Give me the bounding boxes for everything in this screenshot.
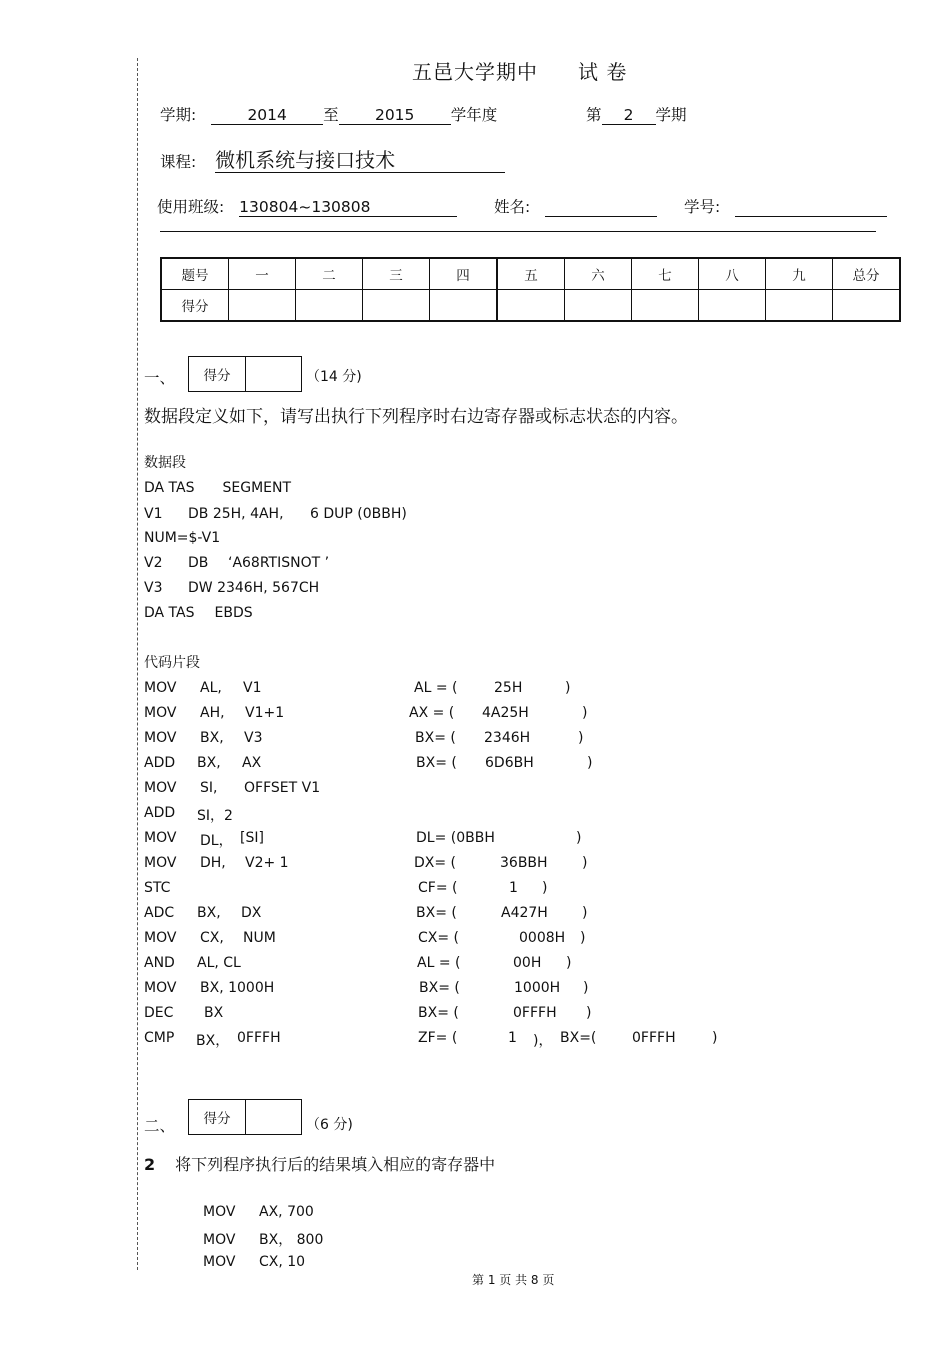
register-label: BX= (	[419, 980, 460, 996]
register-value: 0FFFH	[513, 1005, 557, 1021]
register-close: )	[576, 830, 582, 846]
register-value: 6D6BH	[485, 755, 534, 771]
semester-line	[586, 103, 687, 125]
code-op: MOV	[203, 1254, 236, 1270]
name-field[interactable]	[545, 198, 657, 217]
class-label: 使用班级:	[157, 198, 225, 216]
data-line	[144, 580, 319, 596]
register-label: BX= (	[415, 730, 456, 746]
score-table-header-row	[161, 258, 900, 290]
register-close: )	[712, 1030, 718, 1046]
register-close: )	[587, 755, 593, 771]
section2-number: 二、	[144, 1117, 176, 1135]
year-start-field: 2014	[211, 106, 323, 125]
class-field: 130804~130808	[239, 198, 457, 217]
code-op: AND	[144, 955, 175, 971]
register-close: )	[578, 730, 584, 746]
code-op: MOV	[144, 830, 177, 846]
student-id-field[interactable]	[735, 198, 887, 217]
semester-number-field: 2	[602, 106, 656, 125]
section1-score-box	[188, 356, 302, 392]
code-operand: CX, 10	[259, 1254, 306, 1270]
data-token: DB	[188, 555, 209, 571]
table-cell: 三	[363, 258, 430, 290]
student-id-line	[684, 195, 887, 217]
register-value: 2346H	[484, 730, 531, 746]
register-label: BX=(	[560, 1030, 597, 1046]
register-value: 1	[508, 1030, 517, 1046]
register-label: DX= (	[414, 855, 457, 871]
register-value: 00H	[513, 955, 542, 971]
code-heading: 代码片段	[144, 655, 200, 671]
semester-suffix: 学期	[655, 106, 687, 124]
register-label: AL = (	[417, 955, 461, 971]
section2-score-input[interactable]	[246, 1100, 301, 1134]
class-line	[157, 195, 457, 217]
code-op: CMP	[144, 1030, 175, 1046]
table-cell: 六	[565, 258, 632, 290]
code-operand-1: BX	[204, 1005, 224, 1021]
register-label: AL = (	[414, 680, 458, 696]
header-rule	[160, 231, 876, 232]
score-table	[160, 257, 901, 322]
code-operand-2: V1	[243, 680, 262, 696]
code-operand-2: V2+ 1	[245, 855, 289, 871]
data-token: NUM=$-V1	[144, 530, 221, 546]
score-cell[interactable]	[363, 290, 430, 322]
code-operand-1: AL, CL	[197, 955, 241, 971]
data-token: DA TAS	[144, 480, 195, 496]
table-cell: 五	[497, 258, 565, 290]
data-token: SEGMENT	[222, 480, 292, 496]
register-label: BX= (	[418, 1005, 459, 1021]
code-operand-2: 0FFFH	[237, 1030, 281, 1046]
register-value: 1	[509, 880, 518, 896]
section2-score-box	[188, 1099, 302, 1135]
table-cell: 题号	[161, 258, 229, 290]
data-line	[144, 506, 407, 522]
title-school: 五邑大学期中	[412, 60, 538, 84]
code-operand-1: SI,	[200, 780, 218, 796]
register-close: )	[566, 955, 572, 971]
code-line	[203, 1204, 314, 1220]
register-close: )	[582, 855, 588, 871]
score-cell[interactable]	[296, 290, 363, 322]
code-operand-1: BX,	[197, 755, 221, 771]
code-op: MOV	[144, 705, 177, 721]
section2-question	[144, 1152, 495, 1175]
data-line	[144, 605, 253, 621]
section1-score-input[interactable]	[246, 357, 301, 391]
code-operand-1: AH,	[200, 705, 225, 721]
code-operand-2: AX	[242, 755, 262, 771]
section1-number: 一、	[144, 369, 176, 387]
code-op: ADC	[144, 905, 175, 921]
data-token: ‘A68RTISNOT ’	[228, 555, 330, 571]
register-label: DL= (0BBH	[416, 830, 495, 846]
code-op: MOV	[203, 1204, 236, 1220]
to-label: 至	[323, 106, 339, 124]
register-value: A427H	[501, 905, 548, 921]
register-close: )	[583, 980, 589, 996]
register-label: AX = (	[409, 705, 455, 721]
register-close: )	[582, 905, 588, 921]
question-text: 将下列程序执行后的结果填入相应的寄存器中	[175, 1155, 496, 1174]
table-cell: 一	[229, 258, 296, 290]
data-token: 6 DUP (0BBH)	[310, 506, 407, 522]
data-token: EBDS	[214, 605, 253, 621]
register-close: )	[586, 1005, 592, 1021]
code-operand-1: SI，2	[197, 808, 233, 824]
data-token: DA TAS	[144, 605, 195, 621]
code-operand-2: V3	[244, 730, 263, 746]
table-cell: 总分	[833, 258, 901, 290]
register-value: 1000H	[514, 980, 561, 996]
code-op: MOV	[144, 980, 177, 996]
data-line	[144, 480, 291, 496]
semester-prefix: 第	[586, 106, 602, 124]
code-op: ADD	[144, 755, 176, 771]
code-operand-1: DH,	[200, 855, 226, 871]
register-label: BX= (	[416, 905, 457, 921]
code-operand-2: [SI]	[240, 830, 264, 846]
section2-score-label: 得分	[189, 1100, 246, 1134]
score-cell[interactable]	[497, 290, 565, 322]
register-close: )	[580, 930, 586, 946]
score-cell[interactable]	[833, 290, 901, 322]
data-token: V2	[144, 555, 163, 571]
score-cell[interactable]	[430, 290, 498, 322]
register-close: )	[565, 680, 571, 696]
page-footer: 第 1 页 共 8 页	[472, 1273, 555, 1287]
register-value: 36BBH	[500, 855, 548, 871]
register-value: 0008H	[519, 930, 566, 946]
score-cell[interactable]	[565, 290, 632, 322]
section2-points: （6 分)	[306, 1117, 353, 1133]
code-operand-2: DX	[241, 905, 262, 921]
course-label: 课程:	[160, 153, 197, 171]
data-segment-heading: 数据段	[144, 455, 186, 471]
binding-margin-line	[137, 58, 138, 1270]
code-operand: BX， 800	[259, 1232, 324, 1248]
code-operand: AX, 700	[259, 1204, 314, 1220]
course-line	[160, 148, 505, 173]
section1-instruction: 数据段定义如下，请写出执行下列程序时右边寄存器或标志状态的内容。	[144, 407, 688, 427]
code-operand-1: AL,	[200, 680, 222, 696]
title-paper: 试 卷	[578, 60, 628, 84]
register-label: BX= (	[416, 755, 457, 771]
score-cell[interactable]	[766, 290, 833, 322]
register-label: ZF= (	[418, 1030, 458, 1046]
register-close: )	[582, 705, 588, 721]
code-line	[203, 1254, 305, 1270]
code-operand-2: NUM	[243, 930, 276, 946]
year-end-field: 2015	[339, 106, 451, 125]
code-op: DEC	[144, 1005, 174, 1021]
name-label: 姓名:	[494, 198, 531, 216]
table-cell: 七	[632, 258, 699, 290]
code-op: MOV	[144, 780, 177, 796]
code-op: MOV	[144, 930, 177, 946]
score-cell[interactable]	[229, 290, 296, 322]
code-op: ADD	[144, 805, 176, 821]
code-operand-1: DL，	[200, 833, 233, 849]
code-op: MOV	[144, 730, 177, 746]
code-line	[203, 1229, 323, 1249]
register-value: 25H	[494, 680, 523, 696]
term-label: 学期:	[160, 106, 197, 124]
section1-score-label: 得分	[189, 357, 246, 391]
register-close: )，	[533, 1033, 553, 1049]
code-op: MOV	[203, 1232, 236, 1248]
code-operand-2: OFFSET V1	[244, 780, 321, 796]
code-operand-1: BX, 1000H	[200, 980, 275, 996]
data-token: V1	[144, 506, 163, 522]
data-token: DB 25H, 4AH,	[188, 506, 284, 522]
table-cell: 八	[699, 258, 766, 290]
data-line	[144, 555, 329, 571]
section1-points: （14 分)	[306, 369, 362, 385]
academic-year-label: 学年度	[450, 106, 498, 124]
score-cell[interactable]	[699, 290, 766, 322]
register-close: )	[542, 880, 548, 896]
score-table-score-row	[161, 290, 900, 322]
name-line	[494, 195, 657, 217]
code-op: MOV	[144, 680, 177, 696]
table-cell: 得分	[161, 290, 229, 322]
table-cell: 二	[296, 258, 363, 290]
register-label: CF= (	[418, 880, 458, 896]
register-value: 0FFFH	[632, 1030, 676, 1046]
code-op: MOV	[144, 855, 177, 871]
question-number: 2	[144, 1155, 156, 1174]
code-operand-1: CX,	[200, 930, 224, 946]
code-operand-1: BX,	[200, 730, 224, 746]
term-line	[160, 103, 497, 125]
exam-title	[412, 56, 627, 85]
code-operand-2: V1+1	[245, 705, 285, 721]
code-op: STC	[144, 880, 171, 896]
code-operand-1: BX，	[196, 1033, 230, 1049]
score-cell[interactable]	[632, 290, 699, 322]
code-operand-1: BX,	[197, 905, 221, 921]
course-name-field: 微机系统与接口技术	[215, 148, 505, 173]
data-token: V3	[144, 580, 163, 596]
data-token: DW 2346H, 567CH	[188, 580, 320, 596]
table-cell: 九	[766, 258, 833, 290]
register-value: 4A25H	[482, 705, 529, 721]
register-label: CX= (	[418, 930, 460, 946]
data-line	[144, 530, 220, 546]
student-id-label: 学号:	[684, 198, 721, 216]
table-cell: 四	[430, 258, 498, 290]
